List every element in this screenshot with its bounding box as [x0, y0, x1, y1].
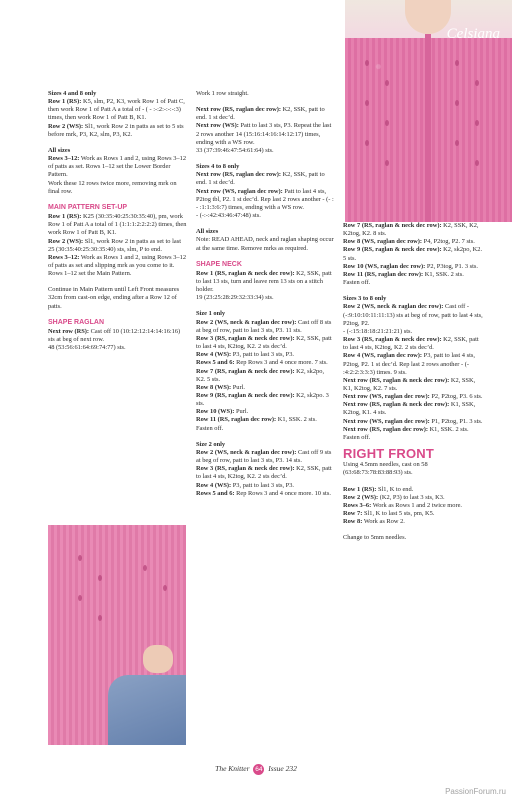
page-footer [0, 764, 512, 775]
row-text: P2, P2tog, P3. 6 sts. [429, 393, 483, 401]
instruction-text: Using 4.5mm needles, cast on 58 (63:68:73:78:83:88:93) sts. [343, 461, 428, 477]
row-label: Row 8 (WS, raglan dec row): [343, 238, 423, 246]
row-label: Next row (RS): [48, 327, 90, 335]
magazine-name: The Knitter [215, 764, 250, 774]
row-text: K1, SSK. 2 sts. [276, 416, 317, 424]
row-label: Row 8: [343, 518, 363, 526]
heading-shape-neck: SHAPE NECK [196, 260, 242, 268]
heading-main-pattern: MAIN PATTERN SET-UP [48, 203, 128, 211]
row-label: Row 2 (WS): [343, 493, 379, 501]
row-label: Next row (WS, raglan dec row): [343, 393, 430, 401]
row-label: Row 9 (RS, raglan & neck dec row): [196, 392, 295, 399]
row-label: Row 7 (RS, raglan & neck dec row): [343, 222, 442, 229]
instruction-text: Fasten off. [343, 433, 371, 441]
instruction-text: Fasten off. [196, 424, 224, 432]
column-3 [343, 222, 485, 550]
page-number: 64 [255, 766, 263, 773]
row-text: (K2, P3) to last 3 sts, K3. [378, 493, 445, 501]
heading-size-2: Size 2 only [196, 440, 226, 448]
stitch-count: 48 (53:56:61:64:69:74:77) sts. [48, 344, 126, 352]
row-text: K1, SSK. 2 sts. [423, 270, 464, 278]
instruction-text: Work 1 row straight. [196, 90, 249, 97]
instruction-text: Change to 5mm needles. [343, 534, 407, 542]
instruction-text: Continue in Main Pattern until Left Front measures 32cm from cast-on edge, ending after a Row 12 of patts. [48, 286, 180, 310]
row-label: Row 3 (RS, raglan & neck dec row): [196, 334, 295, 342]
row-text: Purl. [231, 383, 246, 391]
heading-all-sizes: All sizes [48, 146, 71, 154]
row-text: Work as Rows 1 and 2, using Rows 3–12 of patts as set. Rows 1–12 set the Lower Border Pattern. [48, 155, 187, 179]
row-label: Rows 3–12: [48, 253, 80, 261]
row-label: Next row (RS, raglan dec row): [196, 171, 281, 179]
row-text: Cast off 10 (10:12:12:14:14:16:16) sts at beg of next row. [48, 327, 181, 344]
brand-name: Celsiana [446, 26, 500, 42]
row-label: Row 2 (WS): [48, 122, 84, 130]
stitch-count: 19 (23:25:28:29:32:33:34) sts. [196, 294, 274, 302]
row-label: Row 1 (RS, raglan & neck dec row): [196, 269, 295, 277]
row-text: Rep Rows 3 and 4 once more. 10 sts. [234, 489, 331, 497]
row-text: K2, sk2po, K2. 5 sts. [196, 367, 325, 383]
instruction-text: Fasten off. [343, 279, 371, 287]
row-label: Row 4 (WS): [196, 481, 232, 489]
row-text: P1, P2tog, P1. 3 sts. [429, 417, 483, 425]
row-label: Row 4 (WS, raglan dec row): [343, 352, 423, 360]
row-text: K2, SSK, patt to last 4 sts, K2tog, K2. 2 sts dec’d. [196, 465, 332, 481]
heading-right-front: RIGHT FRONT [343, 446, 435, 462]
stitch-count: 33 (37:39:46:47:54:61:64) sts. [196, 146, 274, 154]
column-2 [196, 90, 334, 498]
row-label: Row 4 (WS): [196, 351, 232, 359]
row-text: Purl. [234, 408, 249, 416]
heading-shape-raglan: SHAPE RAGLAN [48, 318, 105, 326]
heading-sizes-4-8: Sizes 4 to 8 only [196, 163, 240, 171]
row-text: Work as Row 2. [362, 518, 405, 526]
row-label: Row 8 (WS): [196, 383, 232, 391]
row-label: Rows 3–6: [343, 501, 372, 509]
row-text: K2, sk2po, K2. 5 sts. [343, 246, 483, 262]
row-text: P3, patt to last 4 sts, P2tog, P2. 1 st dec’d. Rep last 2 rows another - (- :4:2:2:3:3:3) times. 9 sts. [343, 352, 475, 376]
row-label: Next row (RS, raglan dec row): [196, 106, 281, 114]
row-label: Row 1 (RS): [343, 485, 377, 493]
row-label: Row 2 (WS, neck & raglan dec row): [196, 318, 297, 326]
row-label: Row 10 (WS, raglan dec row): [343, 262, 426, 270]
issue-number: Issue 232 [268, 764, 297, 774]
row-text: K25 (30:35:40:25:30:35:40), pm, work Row 1 of Patt A a total of 1 (1:1:1:2:2:2:2) times, then work Row 1 of Patt B, K1. [48, 213, 187, 237]
row-text: Work as Rows 1 and 2, using Rows 3–12 of patts as set and slipping mrk as you come to it. Rows 1–12 set the Main Pattern. [48, 253, 187, 278]
row-text: P2, P3tog, P1. 3 sts. [425, 262, 478, 270]
row-text: Cast off 9 sts at beg of row, patt to last 3 sts, P3. 14 sts. [196, 448, 332, 465]
instruction-text: Work these 12 rows twice more, removing mrk on final row. [48, 179, 177, 195]
row-text: K2, sk2po. 3 sts. [196, 392, 329, 408]
row-label: Row 3 (RS, raglan & neck dec row): [196, 465, 295, 473]
row-text: Sl1, work Row 2 in patts as set to last 25 (30:35:40:25:30:35:40) sts, slm, P to end. [48, 237, 181, 253]
row-text: K5, slm, P2, K3, work Row 1 of Patt C, then work Row 1 of Patt A a total of - ( - :-:2:-:-:-:3) times, then work Row 1 of Patt B, K1. [48, 98, 185, 122]
row-text: Sl1, work Row 2 in patts as set to 5 sts before mrk, P3, K2, slm, P3, K2. [48, 122, 184, 138]
row-label: Rows 5 and 6: [196, 359, 235, 367]
row-label: Row 2 (WS, neck & raglan dec row): [196, 448, 297, 456]
row-label: Next row (RS, raglan & neck dec row): [343, 401, 450, 409]
row-label: Row 7 (RS, raglan & neck dec row): [196, 367, 295, 375]
row-text: Patt to last 4 sts, P2tog tbl, P2. 1 st dec’d. Rep last 2 rows another - (- : - :1:1:3:6:7) times, ending with a WS row. [196, 187, 334, 211]
row-label: Next row (WS, raglan dec row): [196, 187, 283, 195]
row-label: Next row (RS, raglan dec row): [343, 425, 428, 433]
row-text: K2, SSK, patt to end. 1 st dec’d. [196, 106, 325, 122]
row-text: Patt to last 3 sts, P3. Repeat the last 2 rows another 14 (15:16:14:16:14:12:17) times, ending with a WS row. [196, 122, 332, 146]
row-text: K1, SSK. 2 sts. [427, 425, 469, 433]
row-text: K2, SSK, patt to last 13 sts, turn and leave rem 13 sts on a stitch holder. [196, 269, 332, 294]
row-label: Rows 3–12: [48, 155, 80, 163]
heading-size-1: Size 1 only [196, 310, 226, 318]
stitch-count: - (-:15:18:18:21:21:21) sts. [343, 327, 413, 335]
row-text: Cast off 8 sts at beg of row, patt to last 3 sts, P3. 11 sts. [196, 318, 332, 334]
row-label: Row 1 (RS): [48, 98, 82, 106]
row-text: K2, SSK, K1, K2tog, K2. 7 sts. [343, 376, 476, 392]
row-label: Next row (WS): [196, 122, 239, 130]
heading-sizes-4-8: Sizes 4 and 8 only [48, 90, 97, 97]
row-text: P3, patt to last 3 sts, P3. [231, 351, 295, 359]
row-label: Next row (RS, raglan & neck dec row): [343, 376, 450, 384]
note-text: Note: READ AHEAD, neck and raglan shaping occur at the same time. Remove mrks as required. [196, 236, 334, 252]
row-label: Row 10 (WS): [196, 408, 235, 416]
row-label: Row 1 (RS): [48, 213, 82, 221]
row-text: Work as Rows 1 and 2 twice more. [371, 501, 463, 509]
watermark: PassionForum.ru [445, 787, 506, 796]
row-label: Row 2 (WS): [48, 237, 84, 245]
row-text: P4, P2tog, P2. 7 sts. [422, 238, 475, 246]
row-text: K2, SSK, patt to last 4 sts, K2tog, K2. 2 sts dec’d. [343, 336, 479, 352]
row-label: Next row (WS, raglan dec row): [343, 417, 430, 425]
row-text: K2, SSK, K2, K2tog, K2. 8 sts. [343, 222, 479, 238]
column-1 [48, 90, 188, 360]
sweater-photo-bottom [48, 525, 186, 745]
row-label: Row 9 (RS, raglan & neck dec row): [343, 246, 442, 254]
row-text: Cast off - (-:9:10:10:11:11:13) sts at beg of row, patt to last 4 sts, P2tog, P2. [343, 303, 483, 327]
row-text: K2, SSK, patt to end. 1 st dec’d. [196, 171, 325, 187]
row-text: K1, SSK, K2tog, K1. 4 sts. [343, 401, 476, 417]
row-label: Row 11 (RS, raglan dec row): [196, 416, 277, 424]
row-text: Sl1, K to end. [376, 485, 414, 493]
row-label: Row 7: [343, 510, 363, 517]
row-label: Rows 5 and 6: [196, 489, 235, 497]
row-label: Row 3 (RS, raglan & neck dec row): [343, 336, 442, 344]
row-label: Row 2 (WS, neck & raglan dec row): [343, 303, 444, 311]
heading-sizes-3-8: Sizes 3 to 8 only [343, 295, 387, 303]
row-label: Row 11 (RS, raglan dec row): [343, 270, 424, 278]
stitch-count: - (-:-:42:43:46:47:48) sts. [196, 212, 261, 220]
heading-all-sizes: All sizes [196, 228, 219, 236]
row-text: Sl1, K to last 5 sts, pm, K5. [362, 510, 435, 517]
row-text: Rep Rows 3 and 4 once more. 7 sts. [234, 359, 328, 367]
row-text: K2, SSK, patt to last 4 sts, K2tog, K2. 2 sts dec’d. [196, 334, 332, 351]
row-text: P3, patt to last 3 sts, P3. [231, 481, 295, 489]
sweater-photo-top [345, 0, 512, 222]
